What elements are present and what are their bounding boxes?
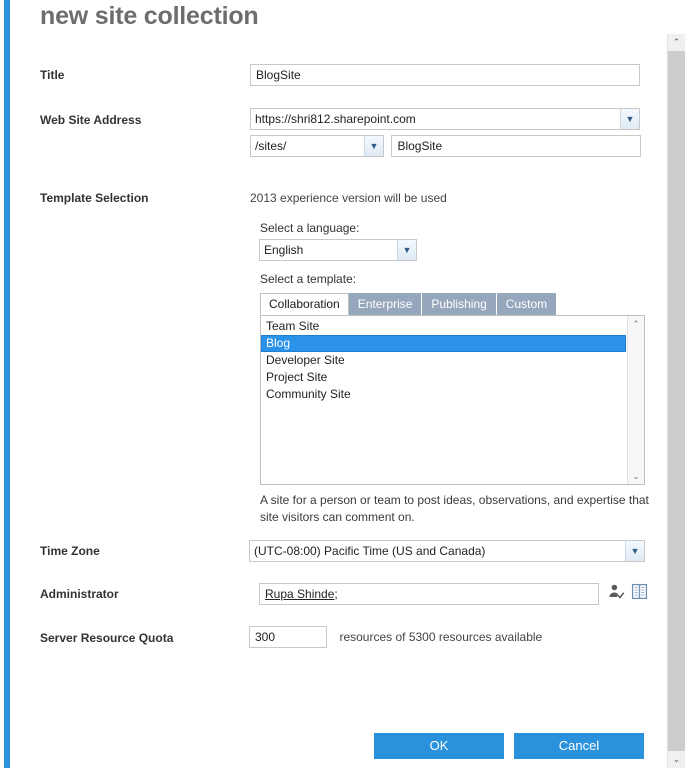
quota-field-col xyxy=(249,626,542,648)
template-listbox-items xyxy=(261,316,626,484)
scroll-down-icon[interactable]: ⌄ xyxy=(668,751,685,768)
site-name-input[interactable] xyxy=(391,135,641,157)
title-input[interactable] xyxy=(250,64,640,86)
chevron-down-icon: ▼ xyxy=(364,136,383,156)
chevron-down-icon: ▼ xyxy=(625,541,644,561)
cancel-button[interactable]: Cancel xyxy=(514,733,644,759)
select-language-label: Select a language: xyxy=(260,221,360,235)
scroll-up-icon[interactable]: ⌃ xyxy=(668,34,685,51)
server-resource-quota-label: Server Resource Quota xyxy=(40,631,174,645)
host-select[interactable] xyxy=(250,108,640,130)
template-listbox[interactable] xyxy=(260,315,645,485)
list-item[interactable]: Blog xyxy=(261,335,626,352)
template-description: A site for a person or team to post ideas, observations, and expertise that site visitors can comment on. xyxy=(260,493,649,524)
ok-button[interactable]: OK xyxy=(374,733,504,759)
template-category-tabs xyxy=(260,293,557,315)
address-book-icon[interactable] xyxy=(631,583,648,600)
web-site-address-field-col xyxy=(250,108,641,157)
list-item[interactable]: Community Site xyxy=(266,387,351,401)
title-field-col xyxy=(250,64,640,86)
scroll-up-icon[interactable]: ⌃ xyxy=(628,316,644,332)
select-template-label: Select a template: xyxy=(260,272,357,286)
chevron-down-icon: ▼ xyxy=(397,240,416,260)
time-zone-field-col xyxy=(249,540,645,562)
experience-note-col xyxy=(250,191,447,205)
server-resource-quota-input[interactable] xyxy=(249,626,327,648)
time-zone-select-wrap xyxy=(249,540,645,562)
list-item[interactable]: Project Site xyxy=(266,370,328,384)
list-item[interactable]: Team Site xyxy=(266,319,320,333)
scrollbar-thumb[interactable] xyxy=(668,51,685,751)
path-select[interactable] xyxy=(250,135,384,157)
template-listbox-scrollbar[interactable] xyxy=(627,316,644,484)
language-select[interactable] xyxy=(259,239,417,261)
experience-version-note: 2013 experience version will be used xyxy=(250,191,447,205)
list-item[interactable]: Developer Site xyxy=(266,353,345,367)
host-select-wrap xyxy=(250,108,640,130)
administrator-label: Administrator xyxy=(40,587,119,601)
path-row xyxy=(250,135,641,157)
tab-publishing[interactable]: Publishing xyxy=(422,293,496,315)
time-zone-label: Time Zone xyxy=(40,544,100,558)
page-title: new site collection xyxy=(40,2,259,30)
tab-enterprise[interactable]: Enterprise xyxy=(349,293,423,315)
path-select-wrap xyxy=(250,135,384,157)
time-zone-select[interactable] xyxy=(249,540,645,562)
language-select-wrap xyxy=(259,239,417,261)
template-selection-label: Template Selection xyxy=(40,191,149,205)
scroll-down-icon[interactable]: ⌄ xyxy=(628,468,644,484)
check-names-icon[interactable] xyxy=(608,583,625,600)
web-site-address-label: Web Site Address xyxy=(40,113,142,127)
title-label: Title xyxy=(40,68,65,82)
tab-custom[interactable]: Custom xyxy=(497,293,557,315)
people-picker-icons xyxy=(608,583,648,600)
dialog-content xyxy=(10,0,667,768)
tab-collaboration[interactable]: Collaboration xyxy=(260,293,349,315)
quota-suffix-text: resources of 5300 resources available xyxy=(339,630,543,644)
administrator-separator: ; xyxy=(334,587,338,601)
chevron-down-icon: ▼ xyxy=(620,109,639,129)
administrator-resolved-name: Rupa Shinde xyxy=(265,587,335,601)
administrator-people-picker[interactable] xyxy=(259,583,599,605)
page-scrollbar[interactable] xyxy=(667,34,685,768)
